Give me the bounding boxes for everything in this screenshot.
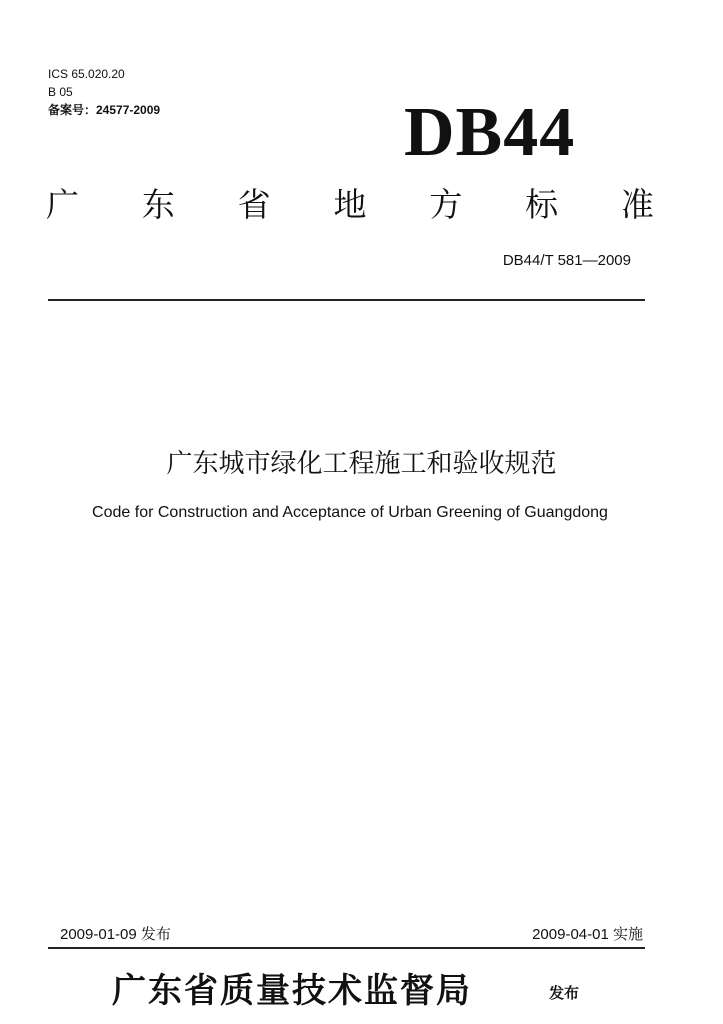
standard-type-char: 省 (237, 185, 271, 224)
publisher-name: 广东省质量技术监督局 (112, 971, 472, 1011)
top-divider (48, 299, 645, 301)
effective-date: 2009-04-01 实施 (532, 926, 643, 943)
standard-type-char: 准 (620, 185, 654, 224)
standard-type-char: 广 (46, 185, 79, 224)
issue-date: 2009-01-09 发布 (60, 926, 171, 943)
ccs-code: B 05 (48, 85, 73, 99)
document-title-zh: 广东城市绿化工程施工和验收规范 (166, 449, 557, 479)
standard-type-char: 标 (525, 185, 559, 224)
bottom-divider (48, 947, 645, 949)
db44-logo: DB44 (404, 94, 576, 171)
standard-type-title (46, 183, 654, 227)
publish-label: 发布 (549, 984, 580, 1002)
ics-code: ICS 65.020.20 (48, 67, 125, 81)
standard-number: DB44/T 581—2009 (502, 252, 631, 269)
document-title-en: Code for Construction and Acceptance of Urban Greening of Guangdong (92, 504, 608, 521)
standard-type-char: 东 (141, 185, 175, 224)
record-number: 备案号：24577-2009 (48, 103, 161, 117)
standard-type-char: 地 (333, 185, 367, 224)
standard-type-char: 方 (429, 185, 463, 224)
